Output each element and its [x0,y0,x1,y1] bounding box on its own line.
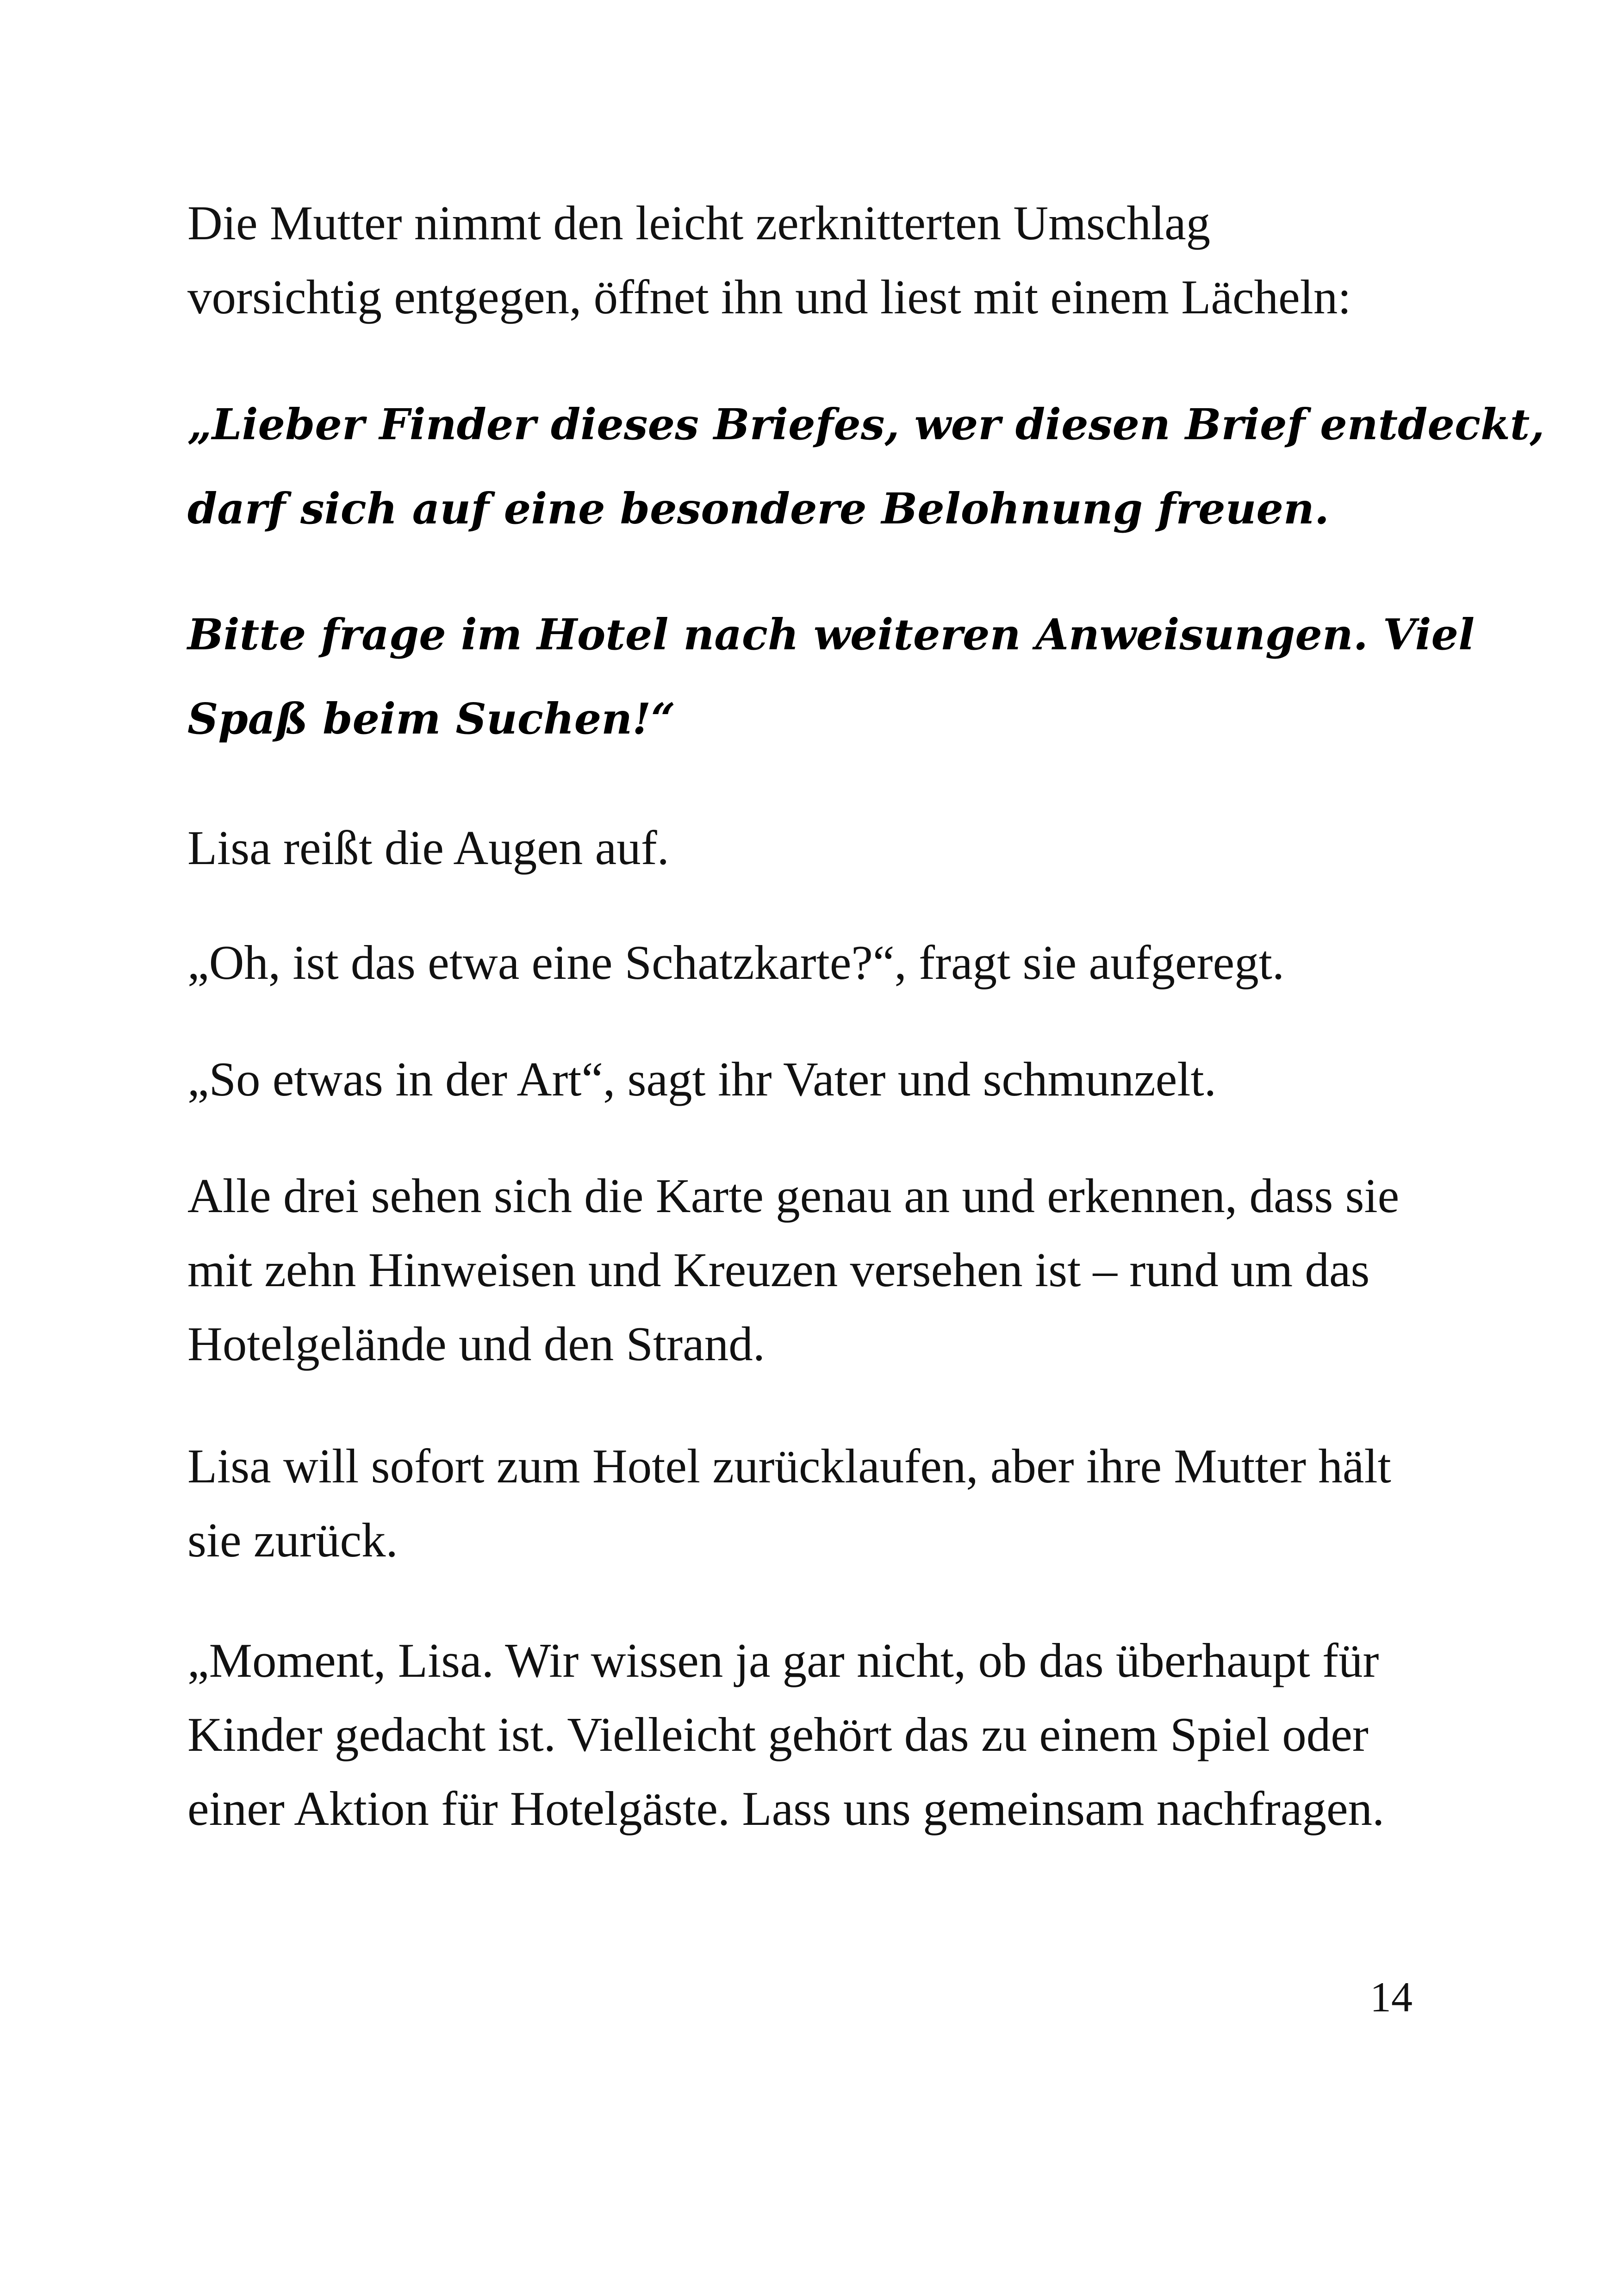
letter-text-reward [187,382,1545,551]
text-line: „So etwas in der Art“, sagt ihr Vater und schmunzelt. [187,1052,1216,1106]
text-line: mit zehn Hinweisen und Kreuzen versehen ist – rund um das [187,1243,1370,1297]
letter-line: „Lieber Finder dieses Briefes, wer diesen Brief entdeckt, [187,399,1545,449]
page-number: 14 [1370,1973,1413,2021]
text-line: sie zurück. [187,1513,398,1567]
paragraph-lisa-eyes [187,811,1465,885]
letter-line: Spaß beim Suchen!“ [187,694,676,744]
text-line: vorsichtig entgegen, öffnet ihn und liest mit einem Lächeln: [187,270,1351,324]
text-line: Kinder gedacht ist. Vielleicht gehört das zu einem Spiel oder [187,1707,1369,1761]
text-line: „Oh, ist das etwa eine Schatzkarte?“, fragt sie aufgeregt. [187,935,1285,989]
text-line: Hotelgelände und den Strand. [187,1317,765,1371]
paragraph-mother-moment [187,1624,1465,1846]
paragraph-father-answer [187,1042,1465,1116]
text-line: Alle drei sehen sich die Karte genau an und erkennen, dass sie [187,1169,1400,1223]
letter-line: Bitte frage im Hotel nach weiteren Anweisungen. Viel [187,610,1475,660]
paragraph-treasure-map-question [187,926,1465,1000]
paragraph-map-clues [187,1159,1465,1381]
text-line: „Moment, Lisa. Wir wissen ja gar nicht, ob das überhaupt für [187,1633,1379,1687]
paragraph-lisa-runs [187,1429,1465,1577]
text-line: einer Aktion für Hotelgäste. Lass uns gemeinsam nachfragen. [187,1781,1385,1836]
letter-line: darf sich auf eine besondere Belohnung freuen. [187,484,1329,534]
text-line: Lisa reißt die Augen auf. [187,821,669,875]
text-line: Lisa will sofort zum Hotel zurücklaufen, aber ihre Mutter hält [187,1439,1391,1493]
text-line: Die Mutter nimmt den leicht zerknitterten Umschlag [187,196,1211,250]
letter-text-instructions [187,592,1483,761]
paragraph-mother-opens-envelope [187,186,1465,334]
